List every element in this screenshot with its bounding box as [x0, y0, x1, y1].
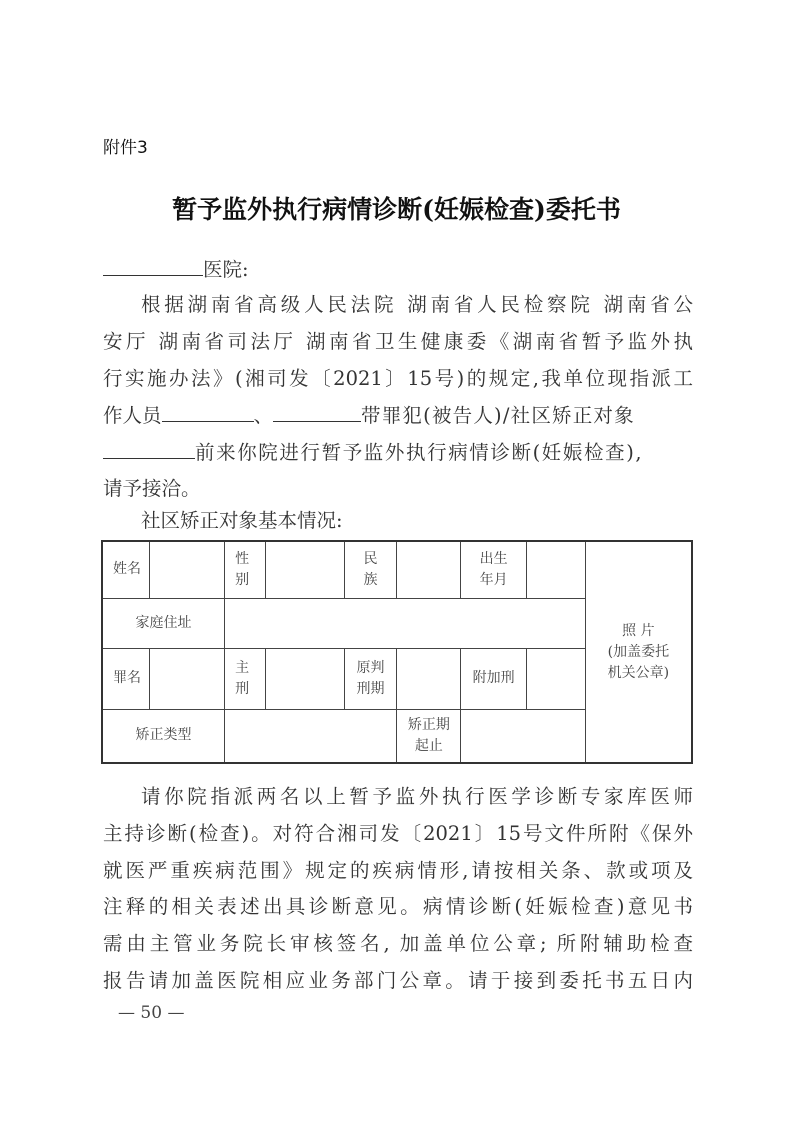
paragraph1-line3: 行实施办法》(湘司发〔2021〕15号)的规定,我单位现指派工: [103, 367, 693, 390]
escort-text: 带罪犯(被告人)/社区矫正对象: [361, 404, 635, 427]
staff2-blank[interactable]: [273, 403, 361, 422]
ethnicity-label: 民 族: [344, 541, 397, 598]
paragraph2-line6: 报告请加盖医院相应业务部门公章。请于接到委托书五日内: [103, 969, 693, 992]
ethnicity-value[interactable]: [397, 541, 461, 598]
addressee-line: [103, 257, 693, 283]
staff1-blank[interactable]: [162, 403, 254, 422]
hospital-name-blank[interactable]: [103, 257, 203, 276]
paragraph2-line5: 需由主管业务院长审核签名, 加盖单位公章; 所附辅助检查: [103, 932, 693, 955]
addressee-suffix: 医院:: [203, 258, 249, 281]
additional-penalty-value[interactable]: [527, 648, 586, 709]
attachment-label: 附件3: [103, 138, 148, 158]
original-term-value[interactable]: [397, 648, 461, 709]
paragraph1-line5: [103, 440, 693, 466]
correction-period-value[interactable]: [461, 709, 586, 763]
name-value[interactable]: [150, 541, 225, 598]
crime-label: 罪名: [102, 648, 150, 709]
paragraph1-line1: 根据湖南省高级人民法院 湖南省人民检察院 湖南省公: [141, 293, 693, 316]
table-row: [102, 541, 692, 598]
paragraph2-line3: 就医严重疾病范围》规定的疾病情形,请按相关条、款或项及: [103, 859, 693, 882]
staff-label: 作人员: [103, 404, 162, 427]
paragraph2-line2: 主持诊断(检查)。对符合湘司发〔2021〕15号文件所附《保外: [103, 822, 693, 845]
main-penalty-value[interactable]: [265, 648, 344, 709]
correction-type-value[interactable]: [225, 709, 397, 763]
address-label: 家庭住址: [102, 598, 225, 648]
table-caption: 社区矫正对象基本情况:: [141, 509, 343, 532]
gender-value[interactable]: [265, 541, 344, 598]
correction-type-label: 矫正类型: [102, 709, 225, 763]
correction-period-label: 矫正期 起止: [397, 709, 461, 763]
page-number: — 50 —: [118, 1003, 185, 1023]
additional-penalty-label: 附加刑: [461, 648, 527, 709]
paragraph2-line4: 注释的相关表述出具诊断意见。病情诊断(妊娠检查)意见书: [103, 895, 693, 918]
birth-label: 出生 年月: [461, 541, 527, 598]
main-penalty-label: 主 刑: [225, 648, 266, 709]
subject-name-blank[interactable]: [103, 440, 195, 459]
paragraph1-line2: 安厅 湖南省司法厅 湖南省卫生健康委《湖南省暂予监外执: [103, 330, 693, 353]
birth-value[interactable]: [527, 541, 586, 598]
address-value[interactable]: [225, 598, 586, 648]
paragraph1-line6: 请予接洽。: [103, 477, 201, 500]
paragraph1-line4: [103, 403, 693, 429]
document-title: 暂予监外执行病情诊断(妊娠检查)委托书: [172, 195, 621, 224]
staff-separator: 、: [253, 404, 274, 427]
name-label: 姓名: [102, 541, 150, 598]
gender-label: 性 别: [225, 541, 266, 598]
original-term-label: 原判 刑期: [344, 648, 397, 709]
photo-cell[interactable]: 照 片 (加盖委托 机关公章): [585, 541, 692, 763]
purpose-text: 前来你院进行暂予监外执行病情诊断(妊娠检查),: [195, 441, 644, 464]
paragraph2-line1: 请你院指派两名以上暂予监外执行医学诊断专家库医师: [141, 785, 693, 808]
basic-info-table: [101, 540, 693, 764]
crime-value[interactable]: [150, 648, 225, 709]
